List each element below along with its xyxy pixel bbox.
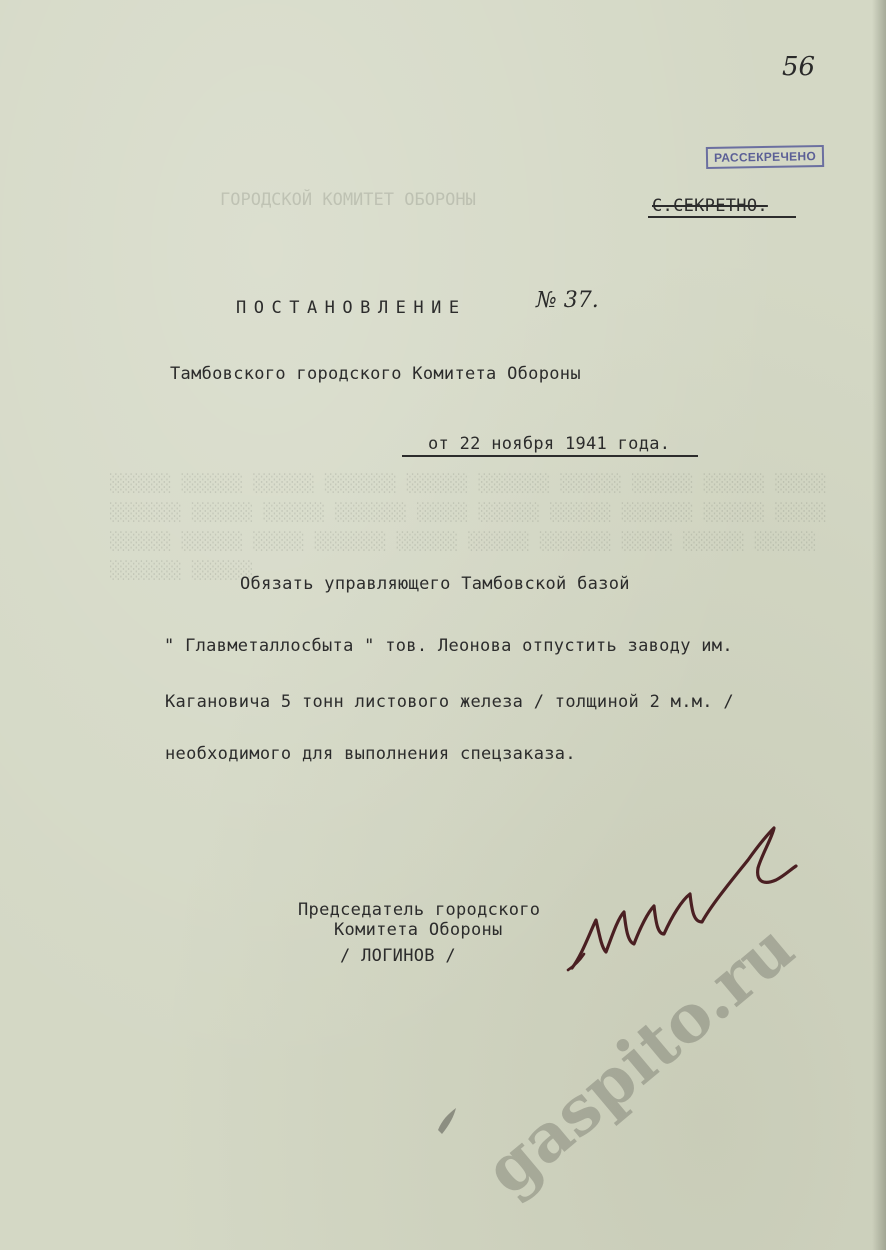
document-title: ПОСТАНОВЛЕНИЕ xyxy=(236,298,467,318)
ink-blot xyxy=(430,1100,470,1140)
classification-underline xyxy=(648,216,796,218)
classification-mark: С.СЕКРЕТНО. xyxy=(652,196,768,216)
body-line: " Главметаллосбыта " тов. Леонова отпустить заводу им. xyxy=(164,636,733,656)
body-line: Обязать управляющего Тамбовской базой xyxy=(240,574,630,594)
page-number: 56 xyxy=(782,52,816,82)
bleed-through-text: ░░░░░░ ░░░░░░ ░░░░░░ ░░░░░░░ ░░░░░░ ░░░░░░░ ░░░░░░ ░░░░░░ ░░░░░░ ░░░░░ ░░░░░░░ ░░░░░░ ░░░░░░ ░░░░░░░ ░░░░░ ░░░░░░ ░░░░░░ ░░░░░░░ ░░░░░░ ░░░░░ ░░░░░░ ░░░░░░ ░░░░░ ░░░░░░░ ░░░░░░ ░░░░░░ ░░░░░░░ ░░░░░ ░░░░░░ ░░░░░░ ░░░░░░░ ░░░░░░ xyxy=(110,474,827,581)
document-date: от 22 ноября 1941 года. xyxy=(428,434,671,454)
watermark: gaspito.ru xyxy=(470,908,809,1210)
document-number: № 37. xyxy=(536,288,599,313)
signatory-title: Председатель городского xyxy=(298,900,541,920)
signatory-name: / ЛОГИНОВ / xyxy=(340,946,456,966)
page-edge-shadow xyxy=(872,0,886,1250)
signatory-committee: Комитета Обороны xyxy=(334,920,503,940)
issuer-line: Тамбовского городского Комитета Обороны xyxy=(170,364,581,384)
date-underline xyxy=(402,455,698,457)
declassified-stamp: РАССЕКРЕЧЕНО xyxy=(706,145,824,169)
body-line: необходимого для выполнения спецзаказа. xyxy=(165,744,576,764)
body-line: Кагановича 5 тонн листового железа / толщиной 2 м.м. / xyxy=(165,692,734,712)
bleed-through-text: ГОРОДСКОЙ КОМИТЕТ ОБОРОНЫ xyxy=(220,190,476,210)
